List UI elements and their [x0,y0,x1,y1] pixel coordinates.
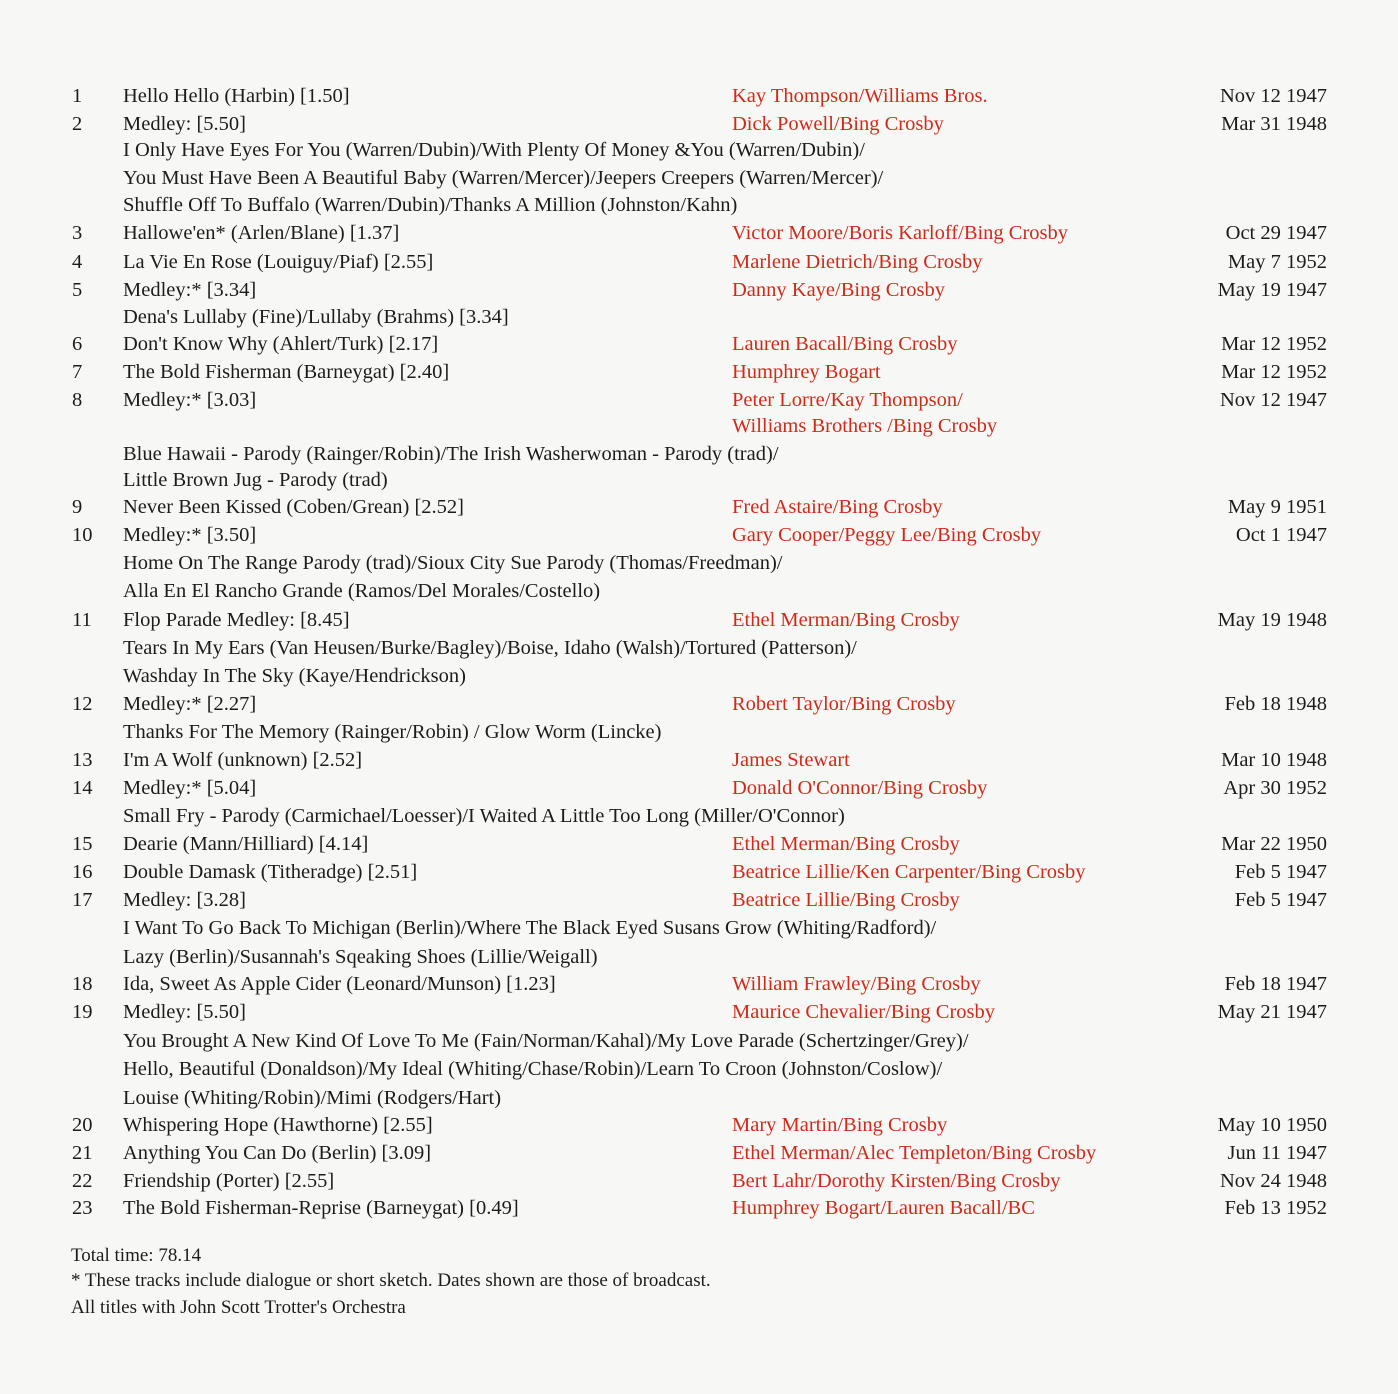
track-row [0,493,1398,521]
track-title: Whispering Hope (Hawthorne) [2.55] [123,1114,433,1136]
broadcast-date: Nov 12 1947 [1219,389,1327,411]
track-title: Medley:* [3.34] [123,279,257,301]
track-title: Friendship (Porter) [2.55] [123,1170,335,1192]
track-row [0,830,1398,858]
track-row [0,998,1398,1026]
track-title: Never Been Kissed (Coben/Grean) [2.52] [123,496,464,518]
track-artists: Bert Lahr/Dorothy Kirsten/Bing Crosby [732,1170,1061,1192]
track-artists: Beatrice Lillie/Bing Crosby [732,889,960,911]
track-number: 9 [72,496,83,518]
medley-line: Thanks For The Memory (Rainger/Robin) / Glow Worm (Lincke) [123,721,662,743]
track-row [0,330,1398,358]
track-row [0,1111,1398,1139]
track-title: The Bold Fisherman-Reprise (Barneygat) [0.49] [123,1197,519,1219]
broadcast-date: May 19 1948 [1217,609,1327,631]
track-title: Medley:* [3.03] [123,389,257,411]
track-title: Hello Hello (Harbin) [1.50] [123,85,350,107]
track-row [0,358,1398,386]
track-row [0,521,1398,549]
track-artists: Robert Taylor/Bing Crosby [732,693,956,715]
track-number: 17 [72,889,93,911]
track-title: Medley: [5.50] [123,113,246,135]
medley-line: Blue Hawaii - Parody (Rainger/Robin)/The Irish Washerwoman - Parody (trad)/ [123,443,779,465]
track-row [0,82,1398,110]
track-artists-continued: Williams Brothers /Bing Crosby [732,415,998,437]
track-row [0,386,1398,414]
track-artists: Kay Thompson/Williams Bros. [732,85,988,107]
broadcast-date: May 10 1950 [1217,1114,1327,1136]
track-artists: Lauren Bacall/Bing Crosby [732,333,958,355]
broadcast-date: Mar 12 1952 [1221,333,1327,355]
track-artists: Ethel Merman/Alec Templeton/Bing Crosby [732,1142,1097,1164]
track-row [0,774,1398,802]
medley-line: Small Fry - Parody (Carmichael/Loesser)/I Waited A Little Too Long (Miller/O'Connor) [123,805,845,827]
track-number: 8 [72,389,83,411]
dialogue-note: * These tracks include dialogue or short sketch. Dates shown are those of broadcast. [71,1270,711,1291]
track-row [0,858,1398,886]
track-number: 1 [72,85,83,107]
track-number: 3 [72,222,83,244]
track-number: 14 [72,777,93,799]
broadcast-date: May 9 1951 [1227,496,1327,518]
track-number: 12 [72,693,93,715]
track-artists: Beatrice Lillie/Ken Carpenter/Bing Crosby [732,861,1086,883]
track-artists: Ethel Merman/Bing Crosby [732,833,960,855]
track-artists: James Stewart [732,749,850,771]
broadcast-date: Feb 13 1952 [1224,1197,1327,1219]
track-title: Anything You Can Do (Berlin) [3.09] [123,1142,432,1164]
track-artists: Gary Cooper/Peggy Lee/Bing Crosby [732,524,1042,546]
track-row [0,690,1398,718]
track-row [0,219,1398,247]
medley-line: Shuffle Off To Buffalo (Warren/Dubin)/Thanks A Million (Johnston/Kahn) [123,194,738,216]
broadcast-date: Feb 18 1947 [1224,973,1327,995]
medley-line: Alla En El Rancho Grande (Ramos/Del Morales/Costello) [123,580,601,602]
track-number: 2 [72,113,83,135]
track-row [0,110,1398,138]
medley-line: I Only Have Eyes For You (Warren/Dubin)/With Plenty Of Money &You (Warren/Dubin)/ [123,139,865,161]
broadcast-date: Mar 31 1948 [1221,113,1327,135]
track-number: 15 [72,833,93,855]
medley-line: You Must Have Been A Beautiful Baby (Warren/Mercer)/Jeepers Creepers (Warren/Mercer)/ [123,167,884,189]
track-artists: Victor Moore/Boris Karloff/Bing Crosby [732,222,1069,244]
broadcast-date: Jun 11 1947 [1227,1142,1327,1164]
broadcast-date: Nov 24 1948 [1219,1170,1327,1192]
track-artists: Peter Lorre/Kay Thompson/ [732,389,963,411]
track-number: 5 [72,279,83,301]
track-row [0,886,1398,914]
track-artists: Danny Kaye/Bing Crosby [732,279,945,301]
track-number: 4 [72,251,83,273]
track-title: Medley:* [3.50] [123,524,257,546]
medley-line: Dena's Lullaby (Fine)/Lullaby (Brahms) [3.34] [123,306,509,328]
track-title: Medley:* [2.27] [123,693,257,715]
track-title: Medley: [3.28] [123,889,246,911]
track-row [0,606,1398,634]
track-row [0,1139,1398,1167]
track-number: 7 [72,361,83,383]
medley-line: Washday In The Sky (Kaye/Hendrickson) [123,665,466,687]
medley-line: Home On The Range Parody (trad)/Sioux City Sue Parody (Thomas/Freedman)/ [123,552,783,574]
track-artists: William Frawley/Bing Crosby [732,973,981,995]
track-artists: Maurice Chevalier/Bing Crosby [732,1001,996,1023]
track-artists-continued-row [0,412,1398,440]
track-number: 19 [72,1001,93,1023]
track-artists: Donald O'Connor/Bing Crosby [732,777,988,799]
track-title: I'm A Wolf (unknown) [2.52] [123,749,363,771]
track-number: 11 [72,609,92,631]
orchestra-credit: All titles with John Scott Trotter's Orchestra [71,1297,406,1318]
track-number: 22 [72,1170,93,1192]
track-title: Don't Know Why (Ahlert/Turk) [2.17] [123,333,439,355]
track-title: Hallowe'en* (Arlen/Blane) [1.37] [123,222,400,244]
broadcast-date: Oct 29 1947 [1225,222,1327,244]
track-row [0,970,1398,998]
track-number: 20 [72,1114,93,1136]
track-artists: Ethel Merman/Bing Crosby [732,609,960,631]
medley-line: Little Brown Jug - Parody (trad) [123,469,388,491]
track-number: 18 [72,973,93,995]
medley-line: You Brought A New Kind Of Love To Me (Fain/Norman/Kahal)/My Love Parade (Schertzinger/Grey)/ [123,1030,969,1052]
track-artists: Fred Astaire/Bing Crosby [732,496,943,518]
total-time: Total time: 78.14 [71,1245,202,1266]
track-title: The Bold Fisherman (Barneygat) [2.40] [123,361,450,383]
medley-line: I Want To Go Back To Michigan (Berlin)/Where The Black Eyed Susans Grow (Whiting/Radford)/ [123,917,937,939]
track-title: Dearie (Mann/Hilliard) [4.14] [123,833,369,855]
medley-line: Tears In My Ears (Van Heusen/Burke/Bagley)/Boise, Idaho (Walsh)/Tortured (Patterson)/ [123,637,857,659]
track-number: 16 [72,861,93,883]
broadcast-date: Apr 30 1952 [1223,777,1327,799]
broadcast-date: Oct 1 1947 [1235,524,1327,546]
broadcast-date: Feb 5 1947 [1234,889,1327,911]
track-title: Medley:* [5.04] [123,777,257,799]
track-row [0,746,1398,774]
broadcast-date: Mar 12 1952 [1221,361,1327,383]
broadcast-date: May 19 1947 [1217,279,1327,301]
track-row [0,1194,1398,1222]
track-title: Ida, Sweet As Apple Cider (Leonard/Munson) [1.23] [123,973,556,995]
track-artists: Mary Martin/Bing Crosby [732,1114,948,1136]
broadcast-date: May 7 1952 [1227,251,1327,273]
track-number: 21 [72,1142,93,1164]
broadcast-date: Feb 5 1947 [1234,861,1327,883]
track-number: 6 [72,333,83,355]
broadcast-date: Mar 10 1948 [1221,749,1327,771]
track-title: La Vie En Rose (Louiguy/Piaf) [2.55] [123,251,434,273]
medley-line: Louise (Whiting/Robin)/Mimi (Rodgers/Hart) [123,1087,502,1109]
track-number: 13 [72,749,93,771]
track-artists: Marlene Dietrich/Bing Crosby [732,251,983,273]
broadcast-date: Mar 22 1950 [1221,833,1327,855]
track-artists: Humphrey Bogart [732,361,881,383]
broadcast-date: Feb 18 1948 [1224,693,1327,715]
medley-line: Lazy (Berlin)/Susannah's Sqeaking Shoes (Lillie/Weigall) [123,946,598,968]
track-title: Flop Parade Medley: [8.45] [123,609,350,631]
track-artists: Dick Powell/Bing Crosby [732,113,944,135]
track-row [0,248,1398,276]
track-row [0,276,1398,304]
track-number: 10 [72,524,93,546]
track-title: Medley: [5.50] [123,1001,246,1023]
medley-line: Hello, Beautiful (Donaldson)/My Ideal (Whiting/Chase/Robin)/Learn To Croon (Johnston/Coslow)/ [123,1058,943,1080]
broadcast-date: Nov 12 1947 [1219,85,1327,107]
broadcast-date: May 21 1947 [1217,1001,1327,1023]
track-number: 23 [72,1197,93,1219]
track-artists: Humphrey Bogart/Lauren Bacall/BC [732,1197,1035,1219]
track-row [0,1167,1398,1195]
track-title: Double Damask (Titheradge) [2.51] [123,861,418,883]
